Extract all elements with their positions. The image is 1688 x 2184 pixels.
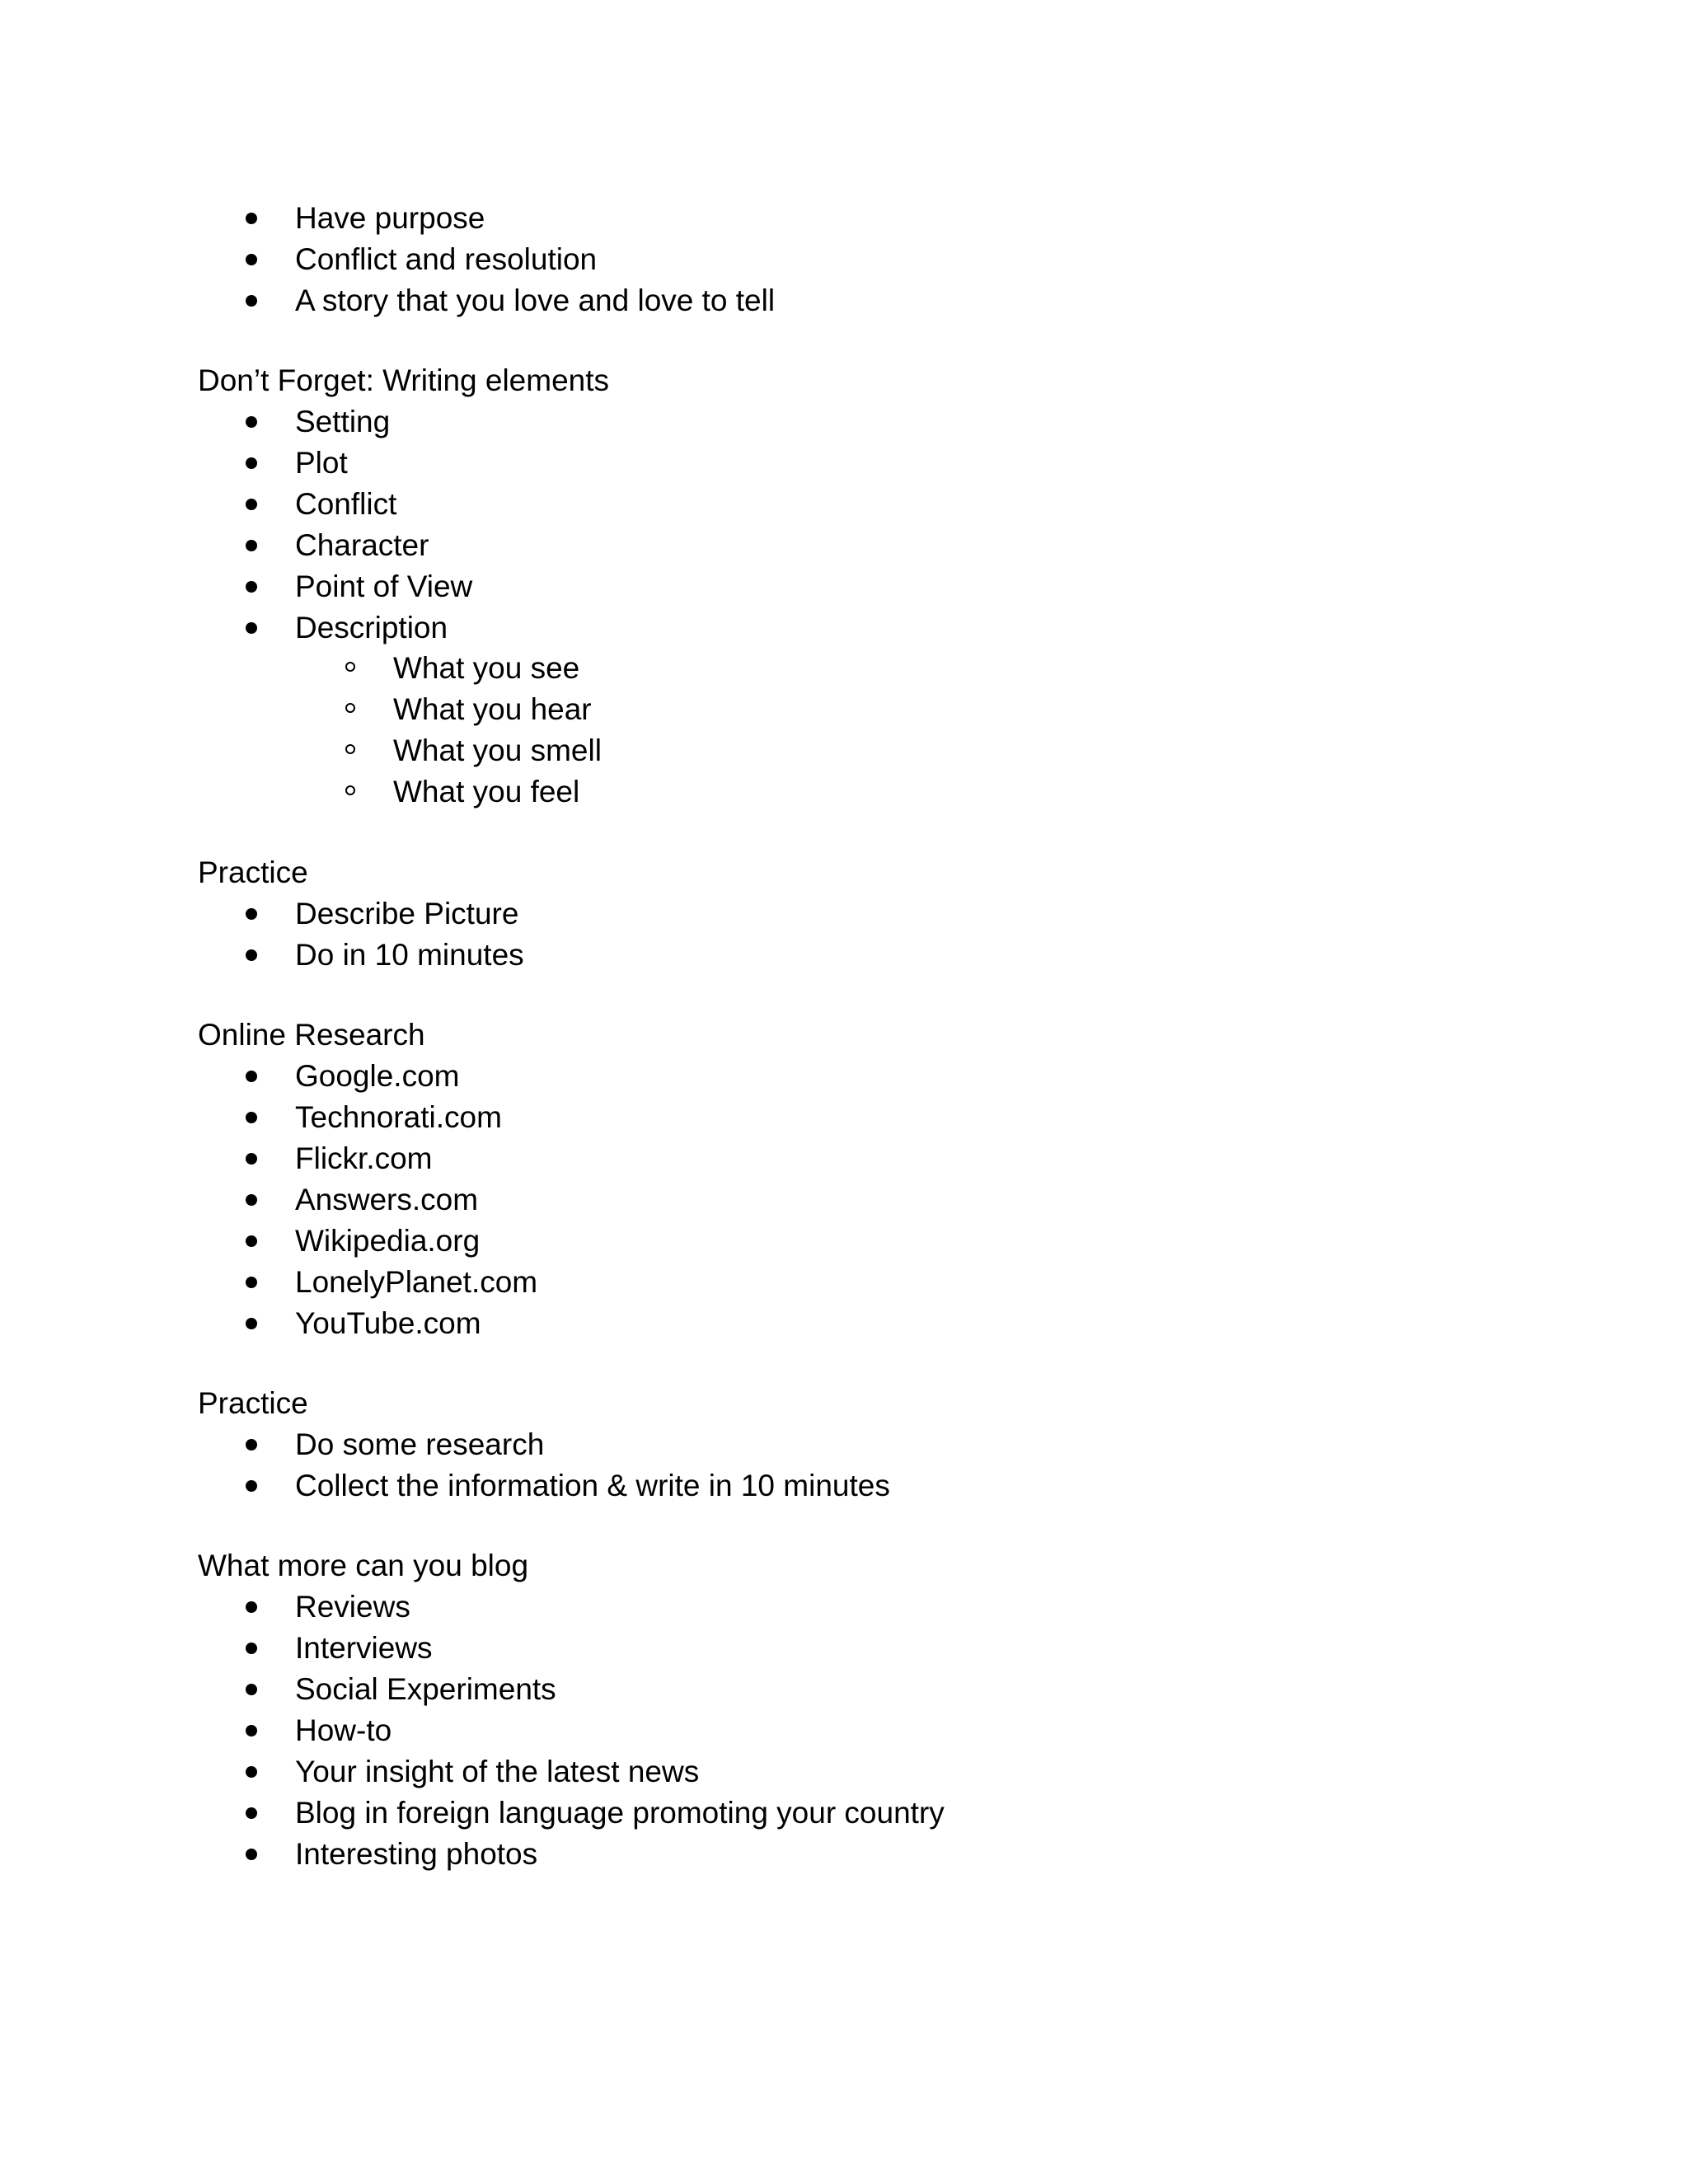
list-item-text: Blog in foreign language promoting your country: [295, 1796, 945, 1830]
bullet-icon: [246, 416, 257, 428]
hollow-bullet-icon: [345, 744, 355, 754]
list-item-text: Do some research: [295, 1427, 545, 1461]
list-item-text: Conflict and resolution: [295, 242, 598, 276]
bullet-icon: [246, 1277, 257, 1288]
bullet-icon: [246, 1849, 257, 1860]
list-item-text: Wikipedia.org: [295, 1224, 481, 1258]
list-item-text: Plot: [295, 446, 348, 480]
bullet-icon: [246, 1112, 257, 1123]
list-item-text: Interviews: [295, 1631, 433, 1665]
hollow-bullet-icon: [345, 703, 355, 713]
sub-list-item-text: What you feel: [393, 775, 580, 808]
bullet-icon: [246, 1318, 257, 1329]
list-item-text: Have purpose: [295, 201, 485, 235]
sub-list-item-text: What you smell: [393, 733, 602, 767]
bullet-icon: [246, 1684, 257, 1695]
section-heading-practice: Practice: [198, 1386, 308, 1420]
bullet-icon: [246, 1480, 257, 1492]
section-heading-what-more: What more can you blog: [198, 1549, 529, 1582]
bullet-icon: [246, 1071, 257, 1082]
list-item-text: Description: [295, 611, 448, 644]
hollow-bullet-icon: [345, 662, 355, 672]
bullet-icon: [246, 949, 257, 961]
list-item-text: Flickr.com: [295, 1141, 433, 1175]
bullet-icon: [246, 581, 257, 593]
list-item-text: Describe Picture: [295, 897, 519, 930]
bullet-icon: [246, 213, 257, 224]
list-item-text: Technorati.com: [295, 1100, 502, 1134]
hollow-bullet-icon: [345, 785, 355, 795]
list-item-text: LonelyPlanet.com: [295, 1265, 538, 1299]
bullet-icon: [246, 908, 257, 920]
list-item-text: Character: [295, 528, 429, 562]
list-item-text: Your insight of the latest news: [295, 1755, 700, 1788]
bullet-icon: [246, 1725, 257, 1736]
bullet-icon: [246, 1601, 257, 1613]
list-item-text: A story that you love and love to tell: [295, 284, 776, 317]
list-item-text: Social Experiments: [295, 1672, 556, 1706]
list-item-text: How-to: [295, 1713, 392, 1747]
list-item-text: Answers.com: [295, 1183, 479, 1216]
bullet-icon: [246, 1766, 257, 1778]
bullet-icon: [246, 1235, 257, 1247]
section-heading-writing-elements: Don’t Forget: Writing elements: [198, 363, 610, 397]
bullet-icon: [246, 1153, 257, 1165]
list-item-text: Interesting photos: [295, 1837, 538, 1871]
bullet-icon: [246, 1439, 257, 1451]
sub-list-item-text: What you see: [393, 651, 580, 685]
list-item-text: Setting: [295, 405, 391, 438]
bullet-icon: [246, 622, 257, 634]
section-heading-online-research: Online Research: [198, 1018, 425, 1052]
list-item-text: Reviews: [295, 1590, 410, 1624]
bullet-icon: [246, 1194, 257, 1206]
list-item-text: Point of View: [295, 569, 473, 603]
sub-list-item-text: What you hear: [393, 692, 592, 726]
bullet-icon: [246, 499, 257, 510]
bullet-icon: [246, 1807, 257, 1819]
bullet-icon: [246, 1643, 257, 1654]
list-item-text: Google.com: [295, 1059, 460, 1093]
list-item-text: Do in 10 minutes: [295, 938, 524, 972]
bullet-icon: [246, 540, 257, 551]
bullet-icon: [246, 254, 257, 265]
list-item-text: Conflict: [295, 487, 397, 521]
bullet-icon: [246, 295, 257, 307]
list-item-text: YouTube.com: [295, 1306, 481, 1340]
list-item-text: Collect the information & write in 10 minutes: [295, 1469, 890, 1502]
section-heading-practice: Practice: [198, 855, 308, 889]
bullet-icon: [246, 457, 257, 469]
